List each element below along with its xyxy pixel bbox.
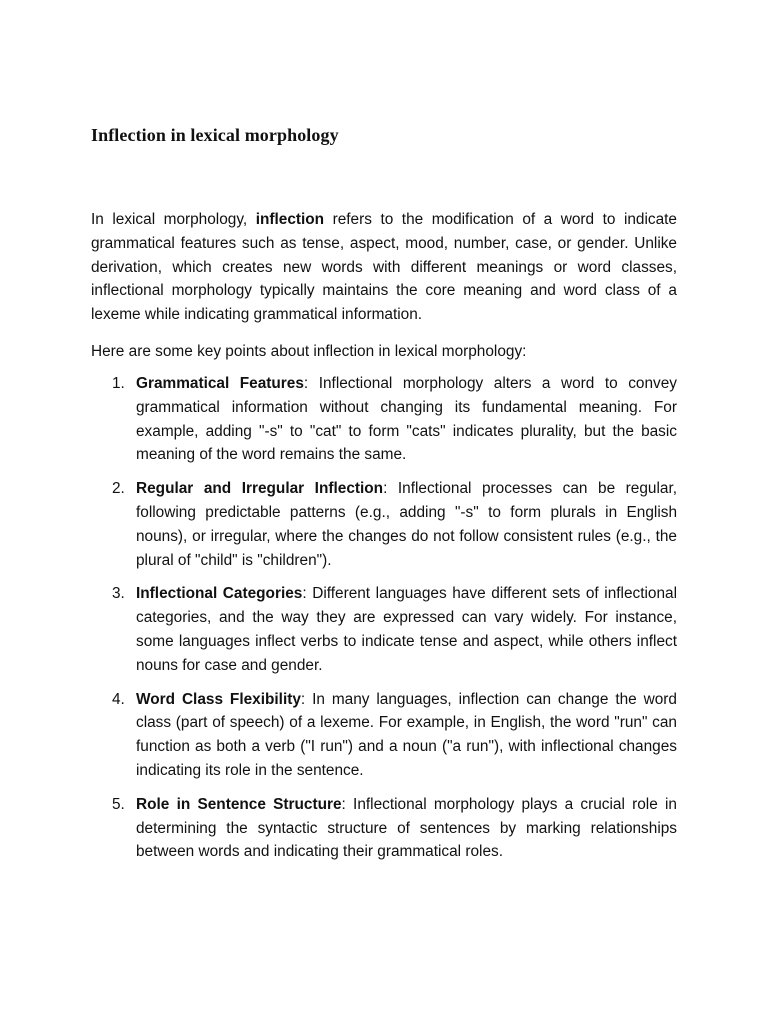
list-item-term: Word Class Flexibility [136, 690, 301, 708]
list-item-text: : Inflectional morphology alters a word to convey grammatical information without changing its fundamental meaning. For example, adding "-s" to "cat" to form "cats" indicates plurality, but the basic meaning of the word remains the same. [136, 375, 677, 464]
list-item-text: : In many languages, inflection can change the word class (part of speech) of a lexeme. For example, in English, the word "run" can function as both a verb ("I run") and a noun ("a run"), with inflectional changes indicating its role in the sentence. [136, 690, 677, 779]
intro-text-after: refers to the modification of a word to indicate grammatical features such as tense, aspect, mood, number, case, or gender. Unlike derivation, which creates new words with different meanings or word classes, inflectional morphology typically maintains the core meaning and word class of a lexeme while indicating grammatical information. [91, 211, 677, 324]
list-item [91, 477, 677, 572]
list-item-number: 3. [112, 585, 125, 603]
list-item [91, 582, 677, 677]
list-item-term: Role in Sentence Structure [136, 795, 342, 813]
key-points-list [91, 372, 677, 874]
intro-paragraph [91, 208, 677, 327]
list-item [91, 793, 677, 864]
list-item-number: 1. [112, 375, 125, 392]
intro-text-before: In lexical morphology, [91, 211, 256, 228]
list-item [91, 688, 677, 783]
list-item-term: Grammatical Features [136, 375, 304, 392]
list-item-term: Inflectional Categories [136, 585, 303, 603]
document-title: Inflection in lexical morphology [91, 125, 339, 145]
list-item-number: 5. [112, 795, 125, 813]
list-item-number: 2. [112, 480, 125, 498]
lead-paragraph: Here are some key points about inflection in lexical morphology: [91, 343, 527, 360]
list-item [91, 372, 677, 467]
intro-term: inflection [255, 211, 325, 228]
list-item-text: : Inflectional morphology plays a crucial role in determining the syntactic structure of sentences by marking relationships between words and indicating their grammatical roles. [136, 795, 677, 861]
list-item-term: Regular and Irregular Inflection [136, 480, 384, 498]
list-item-text: : Inflectional processes can be regular, following predictable patterns (e.g., adding "-s" to form plurals in English nouns), or irregular, where the changes do not follow consistent rules (e.g., the plural of "child" is "children"). [136, 480, 677, 569]
list-item-number: 4. [112, 690, 125, 708]
list-item-text: : Different languages have different sets of inflectional categories, and the way they are expressed can vary widely. For instance, some languages inflect verbs to indicate tense and aspect, while others inflect nouns for case and gender. [136, 585, 678, 674]
